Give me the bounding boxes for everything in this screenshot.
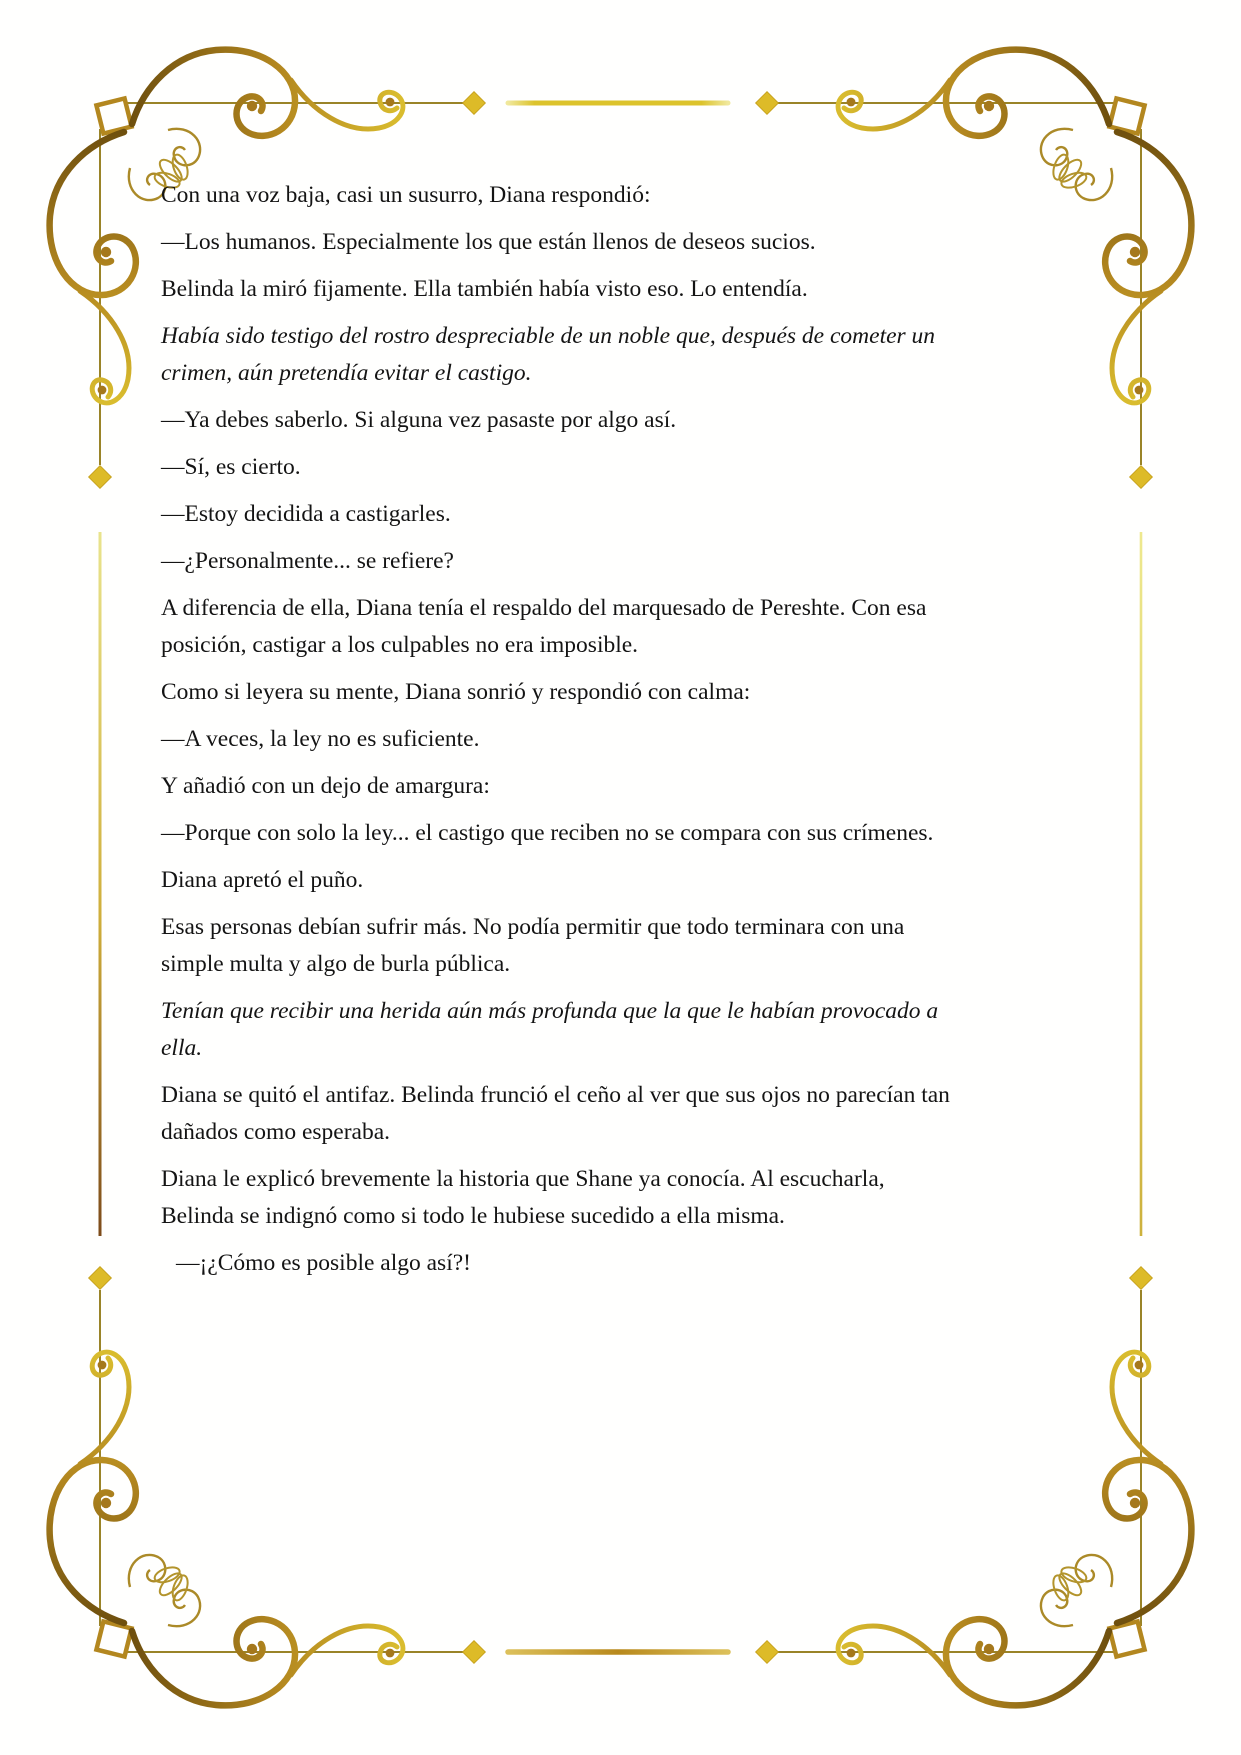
paragraph: —Estoy decidida a castigarles. <box>161 501 451 527</box>
paragraph: Como si leyera su mente, Diana sonrió y respondió con calma: <box>161 679 751 705</box>
paragraph: Diana se quitó el antifaz. Belinda frunció el ceño al ver que sus ojos no parecían tan dañados como esperaba. <box>161 1082 950 1145</box>
paragraph: —A veces, la ley no es suficiente. <box>161 726 480 752</box>
paragraph: Y añadió con un dejo de amargura: <box>161 773 490 799</box>
corner-flourish-bottom-right-icon <box>756 1267 1192 1706</box>
paragraph: —Porque con solo la ley... el castigo que reciben no se compara con sus crímenes. <box>161 820 934 846</box>
paragraph: —Los humanos. Especialmente los que están llenos de deseos sucios. <box>161 229 816 255</box>
paragraph: —Sí, es cierto. <box>161 454 301 480</box>
paragraph: Diana apretó el puño. <box>161 867 364 893</box>
paragraph: —Ya debes saberlo. Si alguna vez pasaste por algo así. <box>161 407 677 433</box>
paragraph: A diferencia de ella, Diana tenía el respaldo del marquesado de Pereshte. Con esa posición, castigar a los culpables no era imposible. <box>161 595 927 658</box>
paragraph: Belinda la miró fijamente. Ella también había visto eso. Lo entendía. <box>161 276 808 302</box>
paragraph: Diana le explicó brevemente la historia que Shane ya conocía. Al escucharla, Belinda se indignó como si todo le hubiese sucedido a ella misma. <box>161 1166 885 1229</box>
paragraph: Con una voz baja, casi un susurro, Diana respondió: <box>161 182 651 208</box>
corner-flourish-bottom-left-icon <box>50 1267 486 1706</box>
paragraph: Esas personas debían sufrir más. No podía permitir que todo terminara con una simple multa y algo de burla pública. <box>161 914 905 977</box>
paragraph: Había sido testigo del rostro despreciable de un noble que, después de cometer un crimen, aún pretendía evitar el castigo. <box>161 323 936 386</box>
paragraph: Tenían que recibir una herida aún más profunda que la que le habían provocado a ella. <box>161 998 939 1061</box>
paragraph: —¿Personalmente... se refiere? <box>161 548 454 574</box>
paragraph: —¡¿Cómo es posible algo así?! <box>176 1250 471 1276</box>
page-text <box>161 177 953 1292</box>
